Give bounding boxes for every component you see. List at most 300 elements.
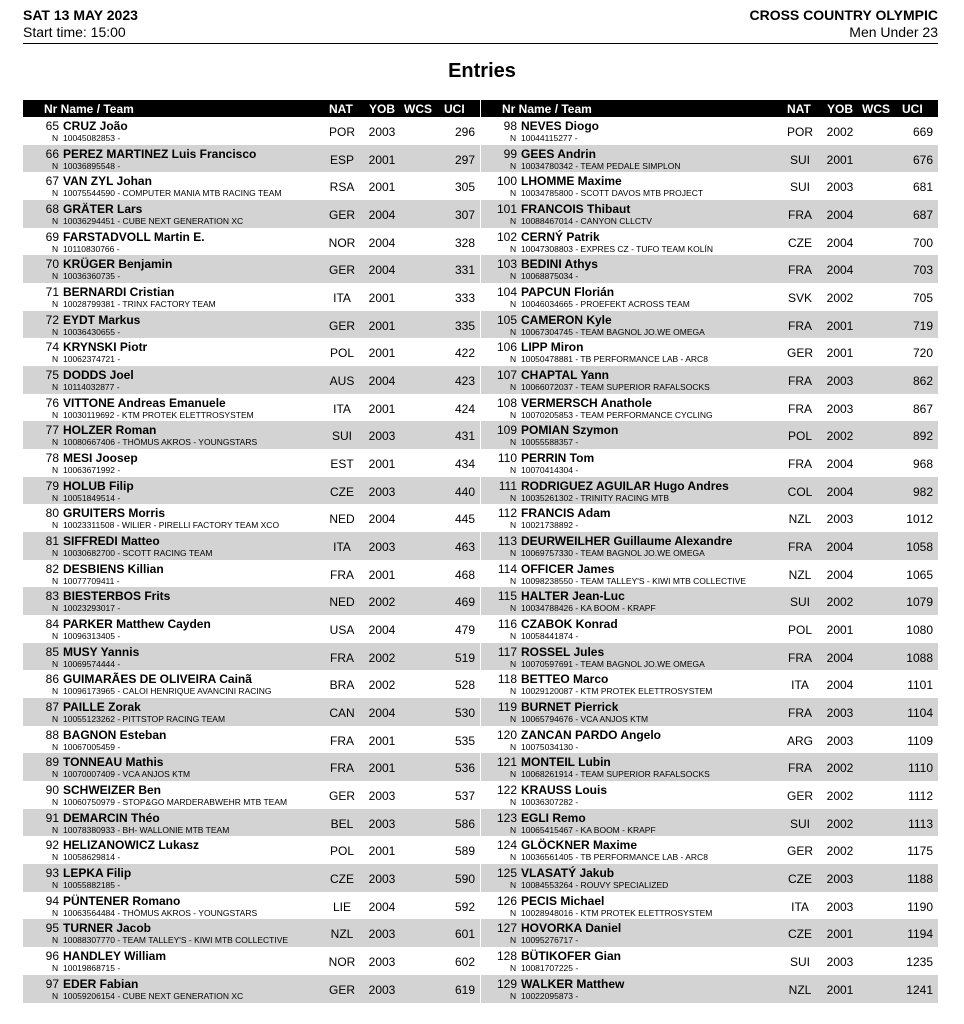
uci-rank: 1113 (908, 816, 933, 831)
entry-row (481, 919, 938, 947)
nationality: AUS (329, 374, 355, 389)
rider-number: 76 (45, 395, 59, 410)
entry-row (481, 421, 938, 449)
year-of-birth: 2001 (368, 457, 396, 472)
rider-name: TONNEAU Mathis (63, 755, 164, 770)
uci-rank: 592 (454, 899, 475, 914)
entry-flag: N (510, 520, 517, 531)
nationality: CZE (788, 927, 812, 942)
uci-id-team: 10065794676 - VCA ANJOS KTM (521, 714, 649, 725)
rider-name: LIPP Miron (521, 340, 584, 355)
rider-number: 114 (497, 561, 517, 576)
uci-id-team: 10021738892 - (521, 520, 579, 531)
year-of-birth: 2003 (826, 401, 854, 416)
uci-id-team: 10069757330 - TEAM BAGNOL JO.WE OMEGA (521, 548, 705, 559)
uci-rank: 445 (454, 512, 475, 527)
rider-name: HALTER Jean-Luc (521, 589, 625, 604)
nationality: NZL (788, 982, 812, 997)
entry-flag: N (52, 658, 59, 669)
uci-rank: 720 (912, 346, 933, 361)
nationality: FRA (788, 650, 812, 665)
entry-row (481, 587, 938, 615)
year-of-birth: 2001 (368, 761, 396, 776)
uci-rank: 536 (454, 761, 475, 776)
entry-flag: N (510, 907, 517, 918)
rider-name: MESI Joosep (63, 451, 138, 466)
rider-name: VITTONE Andreas Emanuele (63, 395, 226, 410)
year-of-birth: 2001 (368, 567, 396, 582)
uci-rank: 431 (454, 429, 475, 444)
year-of-birth: 2003 (368, 816, 396, 831)
uci-id-team: 10066072037 - TEAM SUPERIOR RAFALSOCKS (521, 382, 710, 393)
nationality: FRA (788, 401, 812, 416)
year-of-birth: 2004 (826, 235, 854, 250)
rider-name: POMIAN Szymon (521, 423, 619, 438)
header-rule (23, 43, 938, 44)
rider-number: 123 (496, 810, 517, 825)
entry-flag: N (52, 465, 59, 476)
rider-name: EYDT Markus (63, 312, 141, 327)
rider-name: BAGNON Esteban (63, 727, 167, 742)
uci-id-team: 10023311508 - WILIER - PIRELLI FACTORY TEAM XCO (63, 520, 280, 531)
uci-id-team: 10096313405 - (63, 631, 121, 642)
entry-flag: N (510, 548, 517, 559)
uci-rank: 1104 (907, 706, 933, 721)
uci-id-team: 10070414304 - (521, 465, 579, 476)
nationality: FRA (788, 761, 812, 776)
entry-row (481, 200, 938, 228)
uci-rank: 535 (454, 733, 475, 748)
year-of-birth: 2001 (368, 180, 396, 195)
uci-rank: 687 (912, 208, 933, 223)
rider-name: WALKER Matthew (521, 976, 625, 991)
year-of-birth: 2004 (826, 540, 854, 555)
rider-number: 99 (503, 146, 517, 161)
nationality: SVK (787, 291, 812, 306)
year-of-birth: 2003 (826, 374, 854, 389)
entry-row (481, 753, 938, 781)
uci-rank: 1080 (906, 623, 933, 638)
rider-name: OFFICER James (521, 561, 615, 576)
uci-rank: 296 (454, 125, 475, 139)
rider-name: VERMERSCH Anathole (521, 395, 652, 410)
rider-number: 70 (45, 257, 59, 272)
entry-row (481, 283, 938, 311)
rider-name: DEMARCIN Théo (63, 810, 160, 825)
rider-name: MUSY Yannis (63, 644, 140, 659)
nationality: CZE (788, 235, 812, 250)
year-of-birth: 2004 (826, 484, 854, 499)
rider-name: BETTEO Marco (521, 672, 609, 687)
rider-number: 89 (45, 755, 59, 770)
entry-row (481, 864, 938, 892)
uci-rank: 423 (454, 374, 475, 389)
rider-name: ZANCAN PARDO Angelo (521, 727, 661, 742)
entry-row (481, 145, 938, 173)
nationality: POR (328, 125, 355, 139)
rider-number: 97 (45, 976, 59, 991)
uci-id-team: 10030682700 - SCOTT RACING TEAM (63, 548, 213, 559)
event-category: Men Under 23 (849, 24, 938, 40)
uci-rank: 602 (454, 955, 475, 970)
rider-name: HANDLEY William (63, 949, 167, 964)
uci-id-team: 10045082853 - (63, 133, 121, 143)
rider-name: CZABOK Konrad (521, 617, 618, 632)
rider-name: KRÜGER Benjamin (63, 257, 173, 272)
nationality: ARG (786, 733, 813, 748)
uci-rank: 867 (912, 401, 933, 416)
uci-id-team: 10058629814 - (63, 852, 121, 863)
rider-number: 106 (496, 340, 517, 355)
entry-flag: N (510, 437, 517, 448)
uci-rank: 1175 (907, 844, 933, 859)
entry-flag: N (510, 797, 517, 808)
rider-name: HOLZER Roman (63, 423, 157, 438)
year-of-birth: 2003 (368, 982, 396, 997)
year-of-birth: 2003 (826, 899, 854, 914)
entry-row (23, 643, 480, 671)
year-of-birth: 2001 (368, 152, 396, 167)
nationality: CZE (330, 484, 354, 499)
nationality: FRA (788, 208, 812, 223)
rider-number: 104 (496, 285, 517, 300)
entry-row (481, 117, 938, 145)
rider-number: 75 (45, 368, 59, 383)
entry-row (481, 975, 938, 1003)
entry-flag: N (52, 326, 59, 337)
nationality: ITA (333, 401, 351, 416)
start-time: Start time: 15:00 (23, 24, 126, 40)
entry-row (481, 255, 938, 283)
nationality: NED (329, 595, 355, 610)
nationality: BEL (330, 816, 354, 831)
nationality: ITA (791, 899, 809, 914)
entry-flag: N (52, 575, 59, 586)
entry-flag: N (52, 520, 59, 531)
uci-rank: 469 (454, 595, 475, 610)
entry-flag: N (510, 631, 517, 642)
nationality: ESP (329, 152, 354, 167)
entry-row (23, 615, 480, 643)
entry-flag: N (510, 243, 517, 254)
entry-row (23, 670, 480, 698)
year-of-birth: 2002 (368, 678, 396, 693)
uci-rank: 862 (912, 374, 933, 389)
entry-row (481, 366, 938, 394)
entry-flag: N (510, 326, 517, 337)
rider-name: PERRIN Tom (521, 451, 595, 466)
uci-id-team: 10084553264 - ROUVY SPECIALIZED (521, 880, 669, 891)
uci-id-team: 10088307770 - TEAM TALLEY'S - KIWI MTB COLLECTIVE (63, 935, 289, 946)
year-of-birth: 2004 (826, 263, 854, 278)
uci-id-team: 10081707225 - (521, 963, 579, 974)
entry-flag: N (52, 603, 59, 614)
entry-row (481, 615, 938, 643)
uci-id-team: 10058441874 - (521, 631, 579, 642)
year-of-birth: 2001 (368, 401, 396, 416)
rider-number: 120 (496, 727, 517, 742)
year-of-birth: 2004 (368, 208, 396, 223)
uci-id-team: 10059206154 - CUBE NEXT GENERATION XC (63, 990, 244, 1001)
rider-name: CAMERON Kyle (521, 312, 612, 327)
nationality: SUI (331, 429, 352, 444)
nationality: FRA (330, 733, 354, 748)
nationality: FRA (330, 650, 354, 665)
header-yob: YOB (369, 102, 396, 116)
uci-id-team: 10046034665 - PROEFEKT ACROSS TEAM (521, 299, 690, 310)
uci-id-team: 10019868715 - (63, 963, 121, 974)
entry-row (23, 892, 480, 920)
rider-name: SCHWEIZER Ben (63, 783, 162, 798)
rider-name: VLASATÝ Jakub (521, 866, 615, 881)
nationality: GER (328, 263, 355, 278)
rider-number: 117 (497, 644, 517, 659)
entry-flag: N (52, 299, 59, 310)
nationality: SUI (789, 180, 810, 195)
year-of-birth: 2002 (826, 429, 854, 444)
rider-number: 126 (496, 893, 517, 908)
uci-id-team: 10062374721 - (63, 354, 121, 365)
entry-row (23, 836, 480, 864)
nationality: NZL (788, 567, 812, 582)
entry-row (481, 449, 938, 477)
entry-row (481, 836, 938, 864)
nationality: GER (328, 208, 355, 223)
uci-id-team: 10110830766 - (63, 243, 120, 254)
entry-flag: N (52, 492, 59, 503)
uci-rank: 333 (454, 291, 475, 306)
uci-id-team: 10065415467 - KA BOOM - KRAPF (521, 824, 656, 835)
rider-name: ROSSEL Jules (521, 644, 605, 659)
rider-number: 113 (497, 534, 517, 549)
uci-id-team: 10030119692 - KTM PROTEK ELETTROSYSTEM (63, 409, 254, 420)
rider-number: 129 (496, 976, 517, 991)
uci-rank: 1241 (906, 982, 933, 997)
entry-flag: N (510, 160, 517, 171)
rider-number: 122 (496, 783, 517, 798)
year-of-birth: 2003 (826, 706, 854, 721)
rider-number: 93 (45, 866, 59, 881)
entry-row (23, 504, 480, 532)
rider-name: FARSTADVOLL Martin E. (63, 229, 205, 244)
rider-number: 128 (496, 949, 517, 964)
nationality: FRA (788, 706, 812, 721)
nationality: FRA (788, 374, 812, 389)
year-of-birth: 2001 (826, 623, 854, 638)
entry-row (23, 560, 480, 588)
rider-number: 101 (496, 202, 517, 217)
year-of-birth: 2003 (826, 512, 854, 527)
entry-row (23, 311, 480, 339)
year-of-birth: 2004 (368, 263, 396, 278)
entry-flag: N (52, 741, 59, 752)
uci-id-team: 10050478881 - TB PERFORMANCE LAB - ARC8 (521, 354, 708, 365)
uci-rank: 586 (454, 816, 475, 831)
nationality: SUI (789, 152, 810, 167)
rider-number: 94 (45, 893, 59, 908)
year-of-birth: 2003 (368, 872, 396, 887)
rider-number: 109 (496, 423, 517, 438)
year-of-birth: 2001 (368, 733, 396, 748)
uci-rank: 1101 (907, 678, 933, 693)
rider-number: 88 (45, 727, 59, 742)
uci-id-team: 10022095873 - (521, 990, 579, 1001)
rider-number: 102 (496, 229, 517, 244)
rider-name: HOVORKA Daniel (521, 921, 622, 936)
year-of-birth: 2002 (826, 789, 854, 804)
header-wcs: WCS (862, 102, 890, 116)
uci-id-team: 10098238550 - TEAM TALLEY'S - KIWI MTB COLLECTIVE (521, 575, 747, 586)
nationality: EST (330, 457, 354, 472)
entry-row (481, 643, 938, 671)
entry-flag: N (52, 714, 59, 725)
uci-rank: 1110 (908, 761, 933, 776)
entry-flag: N (52, 797, 59, 808)
uci-id-team: 10060750979 - STOP&GO MARDERABWEHR MTB TEAM (63, 797, 288, 808)
rider-name: KRAUSS Louis (521, 783, 608, 798)
year-of-birth: 2004 (826, 457, 854, 472)
nationality: POL (787, 429, 812, 444)
rider-number: 84 (45, 617, 59, 632)
entry-flag: N (510, 575, 517, 586)
nationality: SUI (789, 595, 810, 610)
rider-number: 65 (45, 119, 59, 133)
year-of-birth: 2002 (826, 125, 854, 139)
uci-id-team: 10055588357 - (521, 437, 579, 448)
entries-column-right (481, 100, 938, 1003)
year-of-birth: 2001 (826, 152, 854, 167)
entry-row (23, 809, 480, 837)
entry-flag: N (510, 465, 517, 476)
uci-id-team: 10051849514 - (63, 492, 121, 503)
uci-rank: 982 (912, 484, 933, 499)
uci-rank: 331 (454, 263, 475, 278)
entry-flag: N (52, 686, 59, 697)
rider-number: 119 (497, 700, 517, 715)
nationality: GER (786, 844, 813, 859)
year-of-birth: 2003 (368, 429, 396, 444)
uci-rank: 479 (454, 623, 475, 638)
year-of-birth: 2002 (368, 650, 396, 665)
nationality: GER (786, 789, 813, 804)
uci-rank: 1190 (907, 899, 933, 914)
uci-rank: 328 (454, 235, 475, 250)
rider-name: PAILLE Zorak (63, 700, 141, 715)
nationality: FRA (788, 263, 812, 278)
uci-rank: 968 (912, 457, 933, 472)
uci-rank: 892 (912, 429, 933, 444)
year-of-birth: 2002 (826, 816, 854, 831)
year-of-birth: 2004 (368, 706, 396, 721)
rider-number: 67 (45, 174, 59, 189)
nationality: COL (787, 484, 813, 499)
entry-flag: N (52, 409, 59, 420)
rider-number: 112 (497, 506, 517, 521)
nationality: NOR (328, 955, 356, 970)
year-of-birth: 2002 (368, 595, 396, 610)
year-of-birth: 2001 (368, 291, 396, 306)
rider-number: 111 (498, 478, 517, 493)
entry-flag: N (52, 548, 59, 559)
uci-rank: 1012 (906, 512, 933, 527)
year-of-birth: 2001 (826, 346, 854, 361)
rider-number: 77 (45, 423, 59, 438)
rider-number: 79 (45, 478, 59, 493)
header-right (749, 7, 938, 41)
rider-name: PECIS Michael (521, 893, 605, 908)
entry-flag: N (52, 880, 59, 891)
nationality: BRA (329, 678, 355, 693)
rider-number: 91 (45, 810, 59, 825)
entry-flag: N (510, 935, 517, 946)
event-name: CROSS COUNTRY OLYMPIC (749, 7, 938, 23)
year-of-birth: 2003 (826, 955, 854, 970)
entry-row (23, 587, 480, 615)
rider-number: 72 (45, 312, 59, 327)
year-of-birth: 2004 (368, 512, 396, 527)
nationality: CZE (788, 872, 812, 887)
entry-flag: N (510, 741, 517, 752)
year-of-birth: 2003 (826, 180, 854, 195)
nationality: CAN (329, 706, 355, 721)
uci-rank: 705 (912, 291, 933, 306)
entry-flag: N (52, 852, 59, 863)
entry-row (481, 892, 938, 920)
entry-flag: N (52, 382, 59, 393)
entry-flag: N (510, 216, 517, 227)
uci-rank: 307 (454, 208, 475, 223)
entry-row (481, 172, 938, 200)
year-of-birth: 2002 (826, 761, 854, 776)
entry-row (481, 504, 938, 532)
rider-number: 108 (496, 395, 517, 410)
entry-row (23, 145, 480, 173)
entry-flag: N (510, 492, 517, 503)
year-of-birth: 2004 (826, 650, 854, 665)
entry-row (23, 753, 480, 781)
rider-number: 81 (45, 534, 59, 549)
uci-rank: 1194 (907, 927, 933, 942)
rider-name: GRÄTER Lars (63, 202, 143, 217)
rider-name: RODRIGUEZ AGUILAR Hugo Andres (521, 478, 729, 493)
nationality: GER (328, 789, 355, 804)
year-of-birth: 2001 (826, 982, 854, 997)
entry-row (481, 532, 938, 560)
entry-row (23, 919, 480, 947)
rider-number: 95 (45, 921, 59, 936)
page-title: Entries (448, 60, 516, 82)
uci-rank: 1188 (907, 872, 933, 887)
entry-row (23, 366, 480, 394)
year-of-birth: 2004 (826, 208, 854, 223)
uci-id-team: 10044115277 - (521, 133, 578, 143)
header-nat: NAT (787, 102, 811, 116)
nationality: NED (329, 512, 355, 527)
rider-name: GUIMARÃES DE OLIVEIRA Cainã (63, 672, 252, 687)
nationality: FRA (788, 457, 812, 472)
entry-flag: N (52, 907, 59, 918)
uci-rank: 590 (454, 872, 475, 887)
uci-rank: 700 (912, 235, 933, 250)
rider-name: VAN ZYL Johan (63, 174, 152, 189)
uci-rank: 305 (454, 180, 475, 195)
rider-name: TURNER Jacob (63, 921, 152, 936)
entry-row (23, 532, 480, 560)
uci-rank: 434 (454, 457, 475, 472)
uci-rank: 530 (454, 706, 475, 721)
year-of-birth: 2004 (826, 567, 854, 582)
rider-name: HOLUB Filip (63, 478, 134, 493)
